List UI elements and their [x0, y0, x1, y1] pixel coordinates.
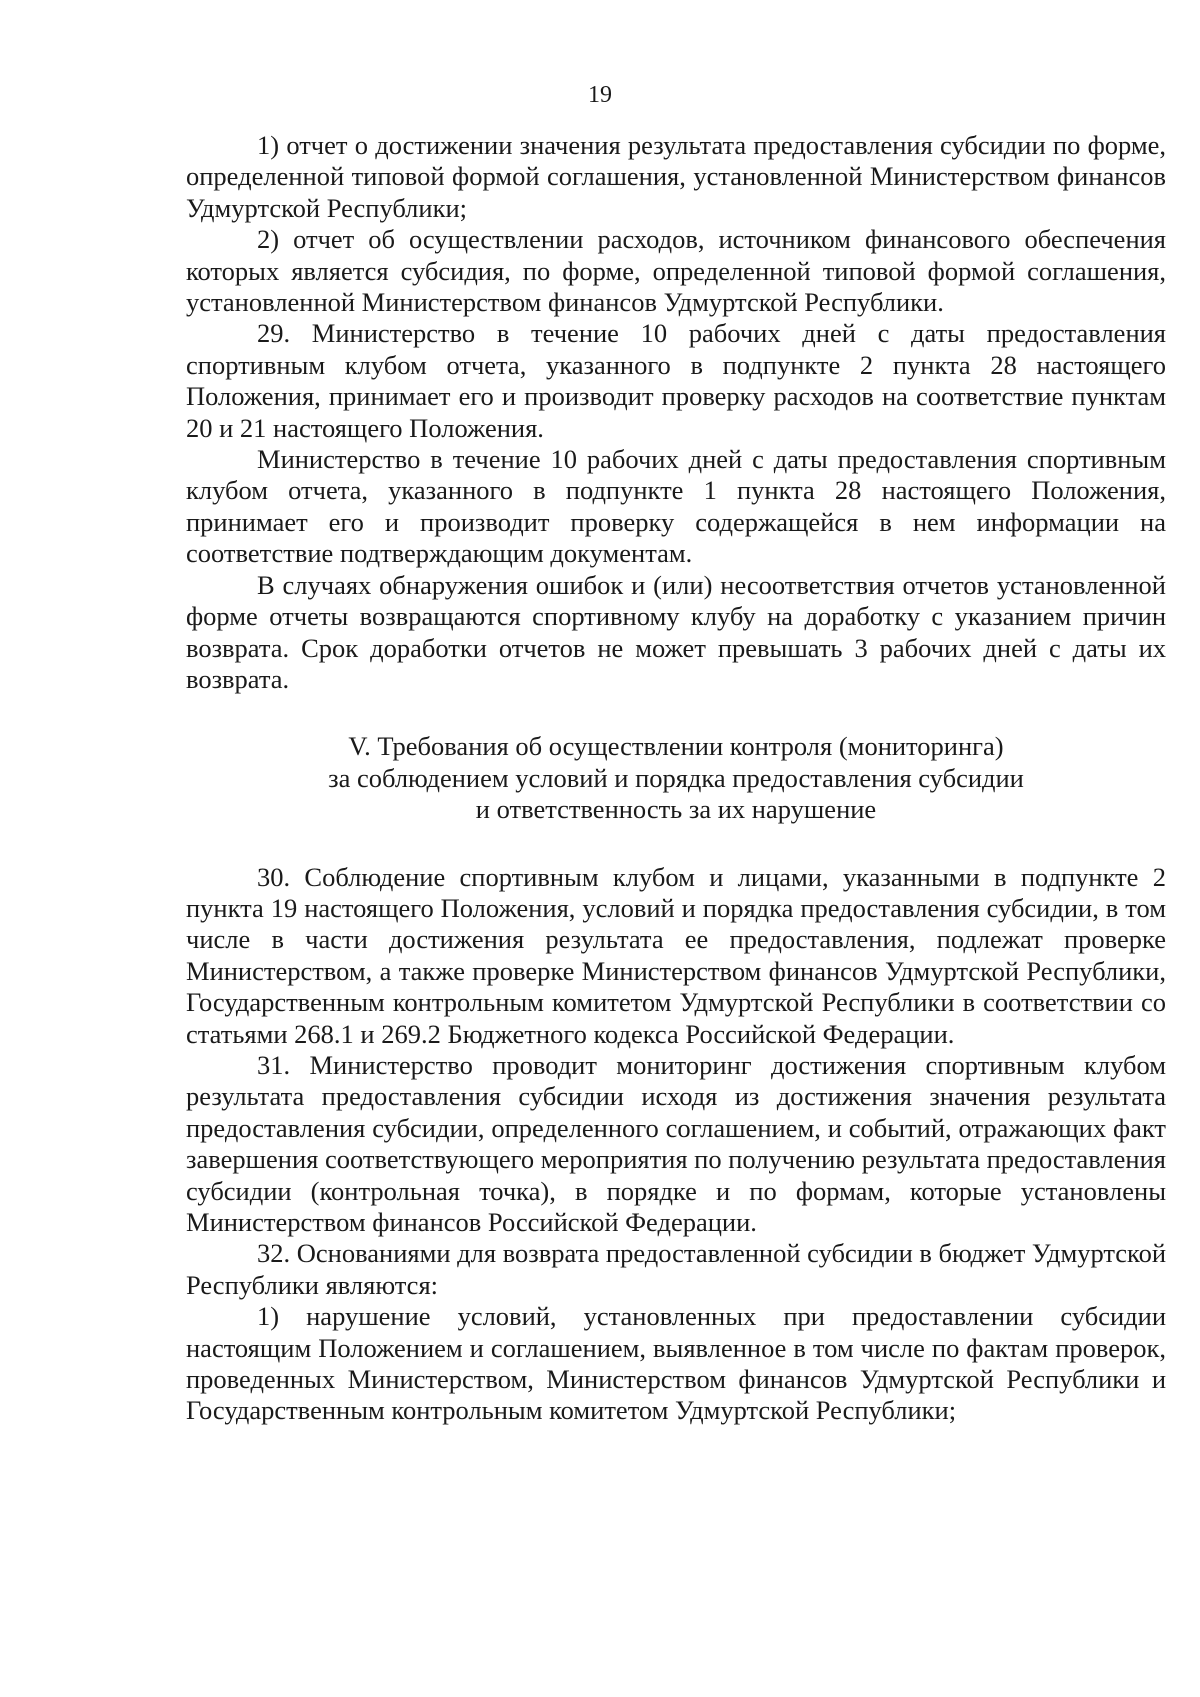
page-number: 19	[588, 82, 612, 108]
paragraph-violation: 1) нарушение условий, установленных при предоставлении субсидии настоящим Положением и соглашением, выявленное в том числе по фактам проверок, проведенных Министерством, Министерством финансов Удмуртской Республики и Государственным контрольным комитетом Удмуртской Республики;	[186, 1301, 1166, 1426]
paragraph-report-achievement: 1) отчет о достижении значения результата предоставления субсидии по форме, определенной типовой формой соглашения, установленной Министерством финансов Удмуртской Республики;	[186, 130, 1166, 223]
section-title-line: и ответственность за их нарушение	[475, 794, 877, 825]
paragraph-item-31: 31. Министерство проводит мониторинг достижения спортивным клубом результата предоставления субсидии исходя из достижения значения результата предоставления субсидии, определенного соглашением, и событий, отражающих факт завершения соответствующего мероприятия по получению результата предоставления субсидии (контрольная точка), в порядке и по формам, которые установлены Министерством финансов Российской Федерации.	[186, 1049, 1166, 1237]
paragraph-item-29: 29. Министерство в течение 10 рабочих дней с даты предоставления спортивным клубом отчета, указанного в подпункте 2 пункта 28 настоящего Положения, принимает его и производит проверку расходов на соответствие пунктам 20 и 21 настоящего Положения.	[186, 318, 1166, 443]
document-body	[186, 130, 1166, 1427]
paragraph-ministry-check: Министерство в течение 10 рабочих дней с даты предоставления спортивным клубом отчета, указанного в подпункте 1 пункта 28 настоящего Положения, принимает его и производит проверку содержащейся в нем информации на соответствие подтверждающим документам.	[186, 444, 1166, 569]
paragraph-errors-return: В случаях обнаружения ошибок и (или) несоответствия отчетов установленной форме отчеты возвращаются спортивному клубу на доработку с указанием причин возврата. Срок доработки отчетов не может превышать 3 рабочих дней с даты их возврата.	[186, 569, 1166, 694]
paragraph-item-32: 32. Основаниями для возврата предоставленной субсидии в бюджет Удмуртской Республики являются:	[186, 1238, 1166, 1300]
paragraph-report-expenses: 2) отчет об осуществлении расходов, источником финансового обеспечения которых является субсидия, по форме, определенной типовой формой соглашения, установленной Министерством финансов Удмуртской Республики.	[186, 224, 1166, 318]
section-title	[186, 731, 1166, 825]
section-title-line: за соблюдением условий и порядка предоставления субсидии	[328, 762, 1024, 793]
paragraph-item-30: 30. Соблюдение спортивным клубом и лицами, указанными в подпункте 2 пункта 19 настоящего Положения, условий и порядка предоставления субсидии, в том числе в части достижения результата ее предоставления, подлежат проверке Министерством, а также проверке Министерством финансов Удмуртской Республики, Государственным контрольным комитетом Удмуртской Республики в соответствии со статьями 268.1 и 269.2 Бюджетного кодекса Российской Федерации.	[186, 861, 1166, 1049]
section-title-line: V. Требования об осуществлении контроля (мониторинга)	[348, 731, 1004, 762]
